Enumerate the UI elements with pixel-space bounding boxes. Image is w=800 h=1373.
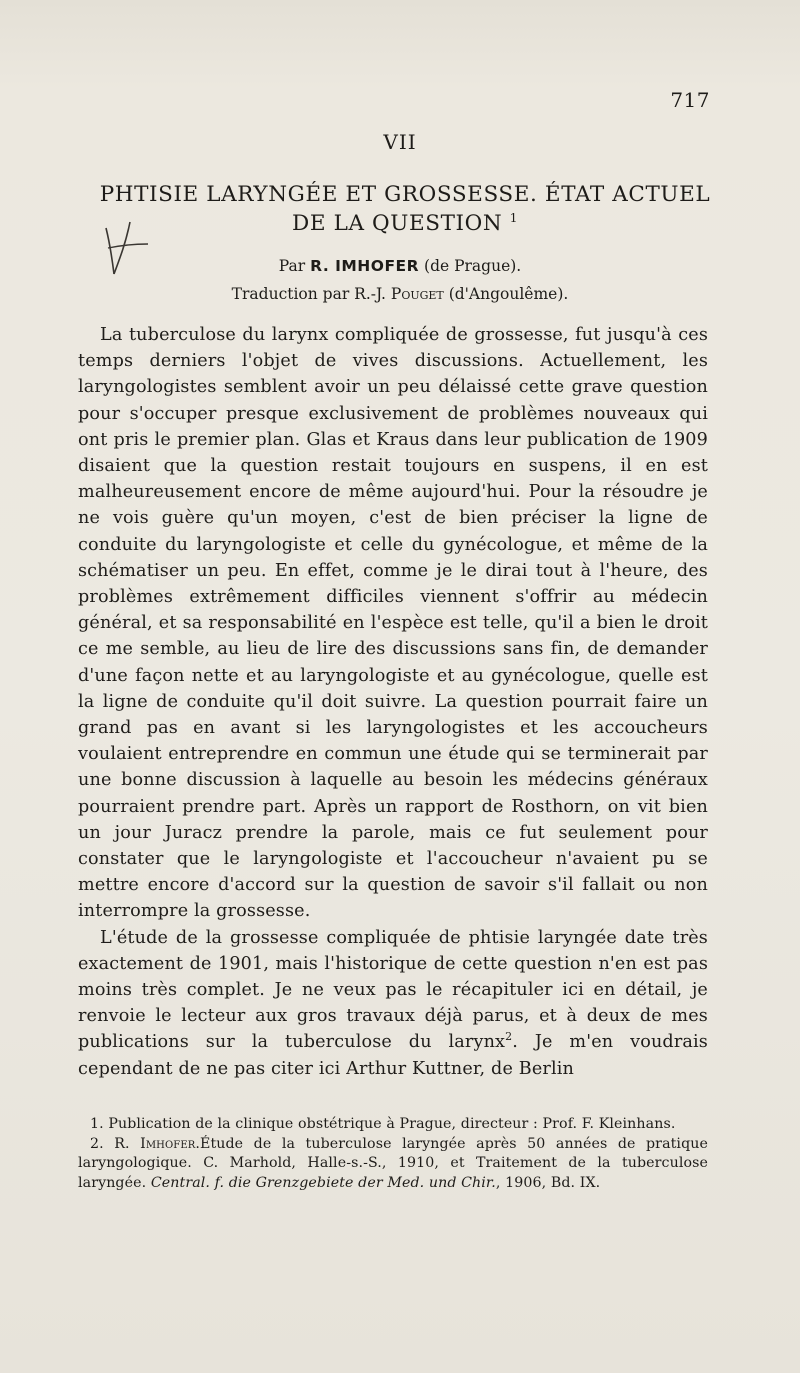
translator-place: (d'Angoulême). <box>448 285 569 303</box>
paragraph-2-end: . Je m'en voudrais cependant de ne pas citer ici Arthur Kuttner, de Berlin <box>78 1032 708 1079</box>
footnote-ref-2: 2 <box>505 1030 513 1044</box>
paragraph-1: La tuberculose du larynx compliquée de grossesse, fut jusqu'à ces temps derniers l'objet de vives discussions. Actuellement, les laryngologistes semblent avoir un peu délaissé cette grave question pour s'occuper presque exclusivement de problèmes nouveaux qui ont pris le premier plan. Glas et Kraus dans leur publication de 1909 disaient que la question restait toujours en suspens, il en est malheureusement encore de même aujourd'hui. Pour la résoudre je ne vois guère qu'un moyen, c'est de bien préciser la ligne de conduite du laryngologiste et celle du gynécologue, et même de la schématiser un peu. En effet, comme je le dirai tout à l'heure, des problèmes extrêmement difficiles viennent s'offrir au médecin général, et sa responsabilité en l'espèce est telle, qu'il a bien le droit ce me semble, au lieu de lire des discussions sans fin, de demander d'une façon nette et au laryngologiste et au gynécologue, quelle est la ligne de conduite qu'il doit suivre. La question pourrait faire un grand pas en avant si les laryngologistes et les accoucheurs voulaient entreprendre en commun une étude qui se terminerait par une bonne discussion à laquelle au besoin les médecins généraux pourraient prendre part. Après un rapport de Rosthorn, on vit bien un jour Juracz prendre la parole, mais ce fut seulement pour constater que le laryngologiste et l'accoucheur n'avaient pu se mettre encore d'accord sur la question de savoir s'il fallait ou non interrompre la grossesse. <box>78 325 708 922</box>
byline <box>160 257 640 275</box>
footnote-2-author: Imhofer. <box>140 1135 200 1152</box>
author-affiliation: (de Prague). <box>424 257 522 275</box>
footnote-1: 1. Publication de la clinique obstétrique à Prague, directeur : Prof. F. Kleinhans. <box>90 1116 676 1132</box>
body-text <box>78 322 708 1082</box>
footnote-2-end: , 1906, Bd. IX. <box>495 1174 601 1191</box>
page-number: 717 <box>670 88 710 112</box>
author-name: R. IMHOFER <box>310 257 420 275</box>
footnote-2 <box>78 1135 708 1194</box>
paragraph-2 <box>78 925 708 1082</box>
translation-prefix: Traduction par R.-J. <box>231 285 386 303</box>
title-line-2: DE LA QUESTION <box>292 211 503 236</box>
translation-credit <box>160 285 640 303</box>
chapter-number: VII <box>383 130 417 154</box>
byline-prefix: Par <box>278 257 306 275</box>
footnote-2-journal: Central. f. die Grenzgebiete der Med. und Chir. <box>150 1174 496 1191</box>
footnote-2-text: Étude de la tuberculose laryngée après 50 années de pratique laryngologique. C. Marhold, Halle-s.-S., 1910, et Traitement de la tuberculose laryngée. <box>78 1135 708 1191</box>
footnotes <box>78 1115 708 1193</box>
title-footnote-ref: 1 <box>509 210 518 225</box>
title-line-1: PHTISIE LARYNGÉE ET GROSSESSE. ÉTAT ACTUEL <box>99 182 711 207</box>
footnote-2-number: 2. R. <box>90 1135 130 1152</box>
handwritten-mark-icon <box>96 214 168 278</box>
translator-name: Pouget <box>390 285 444 303</box>
paragraph-2-text: L'étude de la grossesse compliquée de phtisie laryngée date très exactement de 1901, mais l'historique de cette question n'en est pas moins très complet. Je ne veux pas le récapituler ici en détail, je renvoie le lecteur aux gros travaux déjà parus, et à deux de mes publications sur la tuberculose du larynx <box>78 927 708 1053</box>
